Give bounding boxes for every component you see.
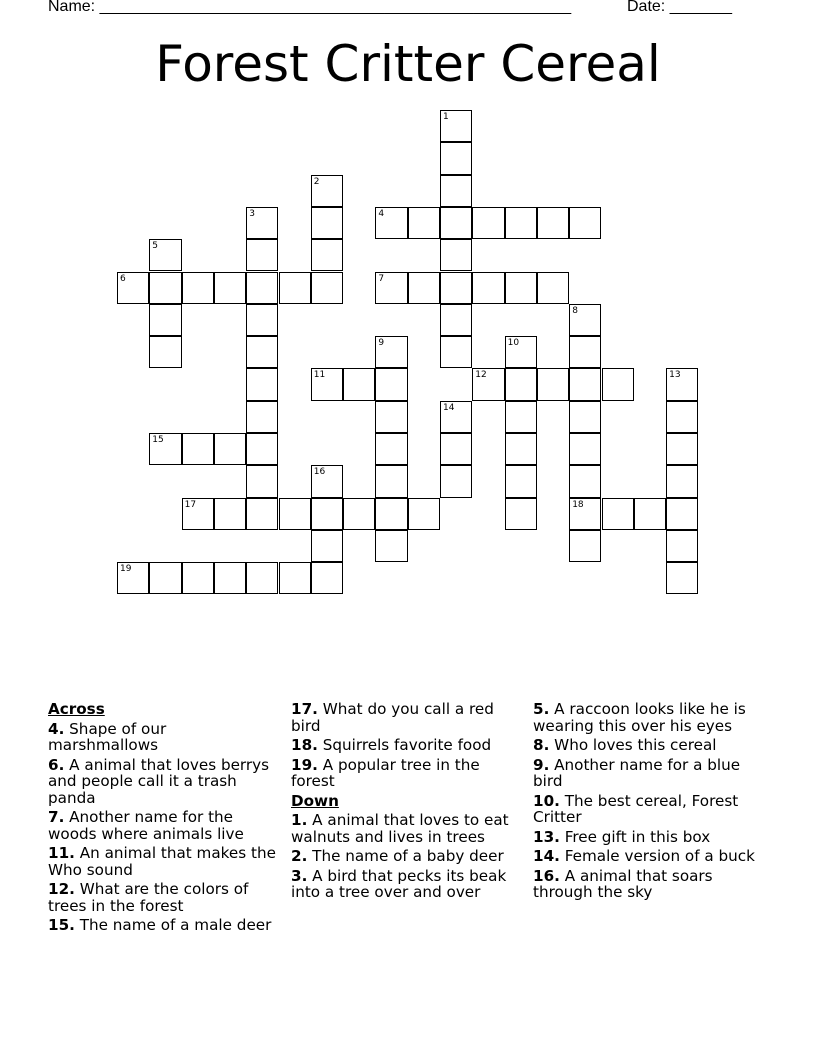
cell-number: 19 <box>120 564 132 575</box>
grid-cell[interactable] <box>440 465 472 497</box>
clue-down-10 <box>533 793 763 826</box>
clue-text: An animal that makes the Who sound <box>48 844 276 879</box>
cell-number: 12 <box>475 370 487 381</box>
grid-cell[interactable] <box>634 498 666 530</box>
grid-cell[interactable] <box>246 336 278 368</box>
clue-number: 12. <box>48 880 75 898</box>
grid-cell[interactable] <box>440 110 472 142</box>
clue-down-1 <box>291 812 521 845</box>
clue-across-18 <box>291 737 521 754</box>
clue-number: 2. <box>291 847 308 865</box>
grid-cell[interactable] <box>375 368 407 400</box>
clue-text: Another name for the woods where animals live <box>48 808 244 843</box>
clue-across-19 <box>291 757 521 790</box>
grid-cell[interactable] <box>246 272 278 304</box>
clue-number: 4. <box>48 719 65 738</box>
name-blank[interactable]: _____________________________________________________ <box>99 0 572 15</box>
grid-cell[interactable] <box>149 433 181 465</box>
clue-number: 18. <box>291 736 318 754</box>
grid-cell[interactable] <box>182 562 214 594</box>
clues-column-2 <box>291 701 521 904</box>
grid-cell[interactable] <box>246 498 278 530</box>
clue-text: A bird that pecks its beak into a tree over and over <box>291 866 507 901</box>
grid-cell[interactable] <box>246 465 278 497</box>
grid-cell[interactable] <box>472 368 504 400</box>
cell-number: 17 <box>184 499 197 510</box>
grid-cell[interactable] <box>375 498 407 530</box>
clue-text: A raccoon looks like he is wearing this over his eyes <box>533 700 746 735</box>
clue-down-3 <box>291 868 521 901</box>
cell-number: 8 <box>572 305 578 316</box>
grid-cell[interactable] <box>666 433 698 465</box>
clue-text: Another name for a blue bird <box>533 755 741 790</box>
cell-number: 13 <box>669 370 681 381</box>
grid-cell[interactable] <box>505 498 537 530</box>
clue-across-7 <box>48 809 278 842</box>
grid-cell[interactable] <box>440 401 472 433</box>
grid-cell[interactable] <box>311 562 343 594</box>
grid-cell[interactable] <box>375 272 407 304</box>
clue-text: Shape of our marshmallows <box>48 719 167 754</box>
cell-number: 16 <box>313 467 326 478</box>
clue-text: What are the colors of trees in the forest <box>48 880 249 915</box>
grid-cell[interactable] <box>569 401 601 433</box>
clue-across-4 <box>48 721 278 754</box>
grid-cell[interactable] <box>311 175 343 207</box>
clue-text: What do you call a red bird <box>291 700 494 735</box>
grid-cell[interactable] <box>569 207 601 239</box>
clue-number: 10. <box>533 791 560 810</box>
clue-across-15 <box>48 917 278 934</box>
grid-cell[interactable] <box>537 272 569 304</box>
grid-cell[interactable] <box>569 530 601 562</box>
clue-text: Free gift in this box <box>559 827 711 846</box>
grid-cell[interactable] <box>569 368 601 400</box>
grid-cell[interactable] <box>311 368 343 400</box>
clue-text: Female version of a buck <box>559 847 755 865</box>
grid-cell[interactable] <box>149 239 181 271</box>
grid-cell[interactable] <box>279 498 311 530</box>
cell-number: 4 <box>378 208 385 219</box>
cell-number: 11 <box>313 370 326 381</box>
grid-cell[interactable] <box>569 304 601 336</box>
clue-text: The name of a male deer <box>74 916 272 934</box>
grid-cell[interactable] <box>472 207 504 239</box>
grid-cell[interactable] <box>311 465 343 497</box>
grid-cell[interactable] <box>182 272 214 304</box>
grid-cell[interactable] <box>666 562 698 594</box>
clue-text: Squirrels favorite food <box>317 736 492 754</box>
clue-across-11 <box>48 845 278 878</box>
grid-cell[interactable] <box>246 304 278 336</box>
grid-cell[interactable] <box>214 433 246 465</box>
grid-cell[interactable] <box>440 175 472 207</box>
grid-cell[interactable] <box>440 304 472 336</box>
grid-cell[interactable] <box>666 465 698 497</box>
grid-cell[interactable] <box>343 368 375 400</box>
grid-cell[interactable] <box>246 562 278 594</box>
clue-text: Who loves this cereal <box>549 736 717 754</box>
clue-number: 15. <box>48 916 75 934</box>
clue-text: A animal that loves to eat walnuts and lives in trees <box>291 811 509 846</box>
grid-cell[interactable] <box>408 498 440 530</box>
grid-cell[interactable] <box>117 272 149 304</box>
clue-number: 16. <box>533 866 560 885</box>
cell-number: 6 <box>120 273 126 284</box>
grid-cell[interactable] <box>569 336 601 368</box>
grid-cell[interactable] <box>602 498 634 530</box>
grid-cell[interactable] <box>279 562 311 594</box>
grid-cell[interactable] <box>440 239 472 271</box>
clue-down-14 <box>533 848 763 865</box>
grid-cell[interactable] <box>311 272 343 304</box>
grid-cell[interactable] <box>149 304 181 336</box>
clue-down-5 <box>533 701 763 734</box>
grid-cell[interactable] <box>246 239 278 271</box>
date-blank[interactable]: _______ <box>669 0 732 15</box>
grid-cell[interactable] <box>440 207 472 239</box>
name-label: Name: <box>48 0 100 15</box>
grid-cell[interactable] <box>602 368 634 400</box>
grid-cell[interactable] <box>214 272 246 304</box>
cell-number: 1 <box>443 112 449 122</box>
clue-down-9 <box>533 757 763 790</box>
clue-number: 9. <box>533 755 550 774</box>
cell-number: 15 <box>152 435 164 445</box>
grid-cell[interactable] <box>214 562 246 594</box>
clue-text: A animal that loves berrys and people call it a trash panda <box>48 755 270 807</box>
clue-number: 6. <box>48 755 65 774</box>
clue-number: 7. <box>48 808 65 826</box>
grid-cell[interactable] <box>375 336 407 368</box>
grid-cell[interactable] <box>569 465 601 497</box>
grid-cell[interactable] <box>375 433 407 465</box>
across-heading: Across <box>48 700 105 718</box>
cell-number: 14 <box>443 402 455 413</box>
grid-cell[interactable] <box>505 401 537 433</box>
clues-column-1 <box>48 701 278 937</box>
grid-cell[interactable] <box>375 530 407 562</box>
cell-number: 9 <box>378 338 385 349</box>
grid-cell[interactable] <box>375 401 407 433</box>
grid-cell[interactable] <box>505 433 537 465</box>
clue-number: 1. <box>291 811 308 829</box>
grid-cell[interactable] <box>214 498 246 530</box>
grid-cell[interactable] <box>149 336 181 368</box>
clue-down-2 <box>291 848 521 865</box>
grid-cell[interactable] <box>440 336 472 368</box>
clue-across-17 <box>291 701 521 734</box>
grid-cell[interactable] <box>246 401 278 433</box>
clue-number: 11. <box>48 844 75 862</box>
grid-cell[interactable] <box>505 207 537 239</box>
cell-number: 2 <box>313 176 320 187</box>
clue-text: A animal that soars through the sky <box>533 866 713 901</box>
grid-cell[interactable] <box>311 239 343 271</box>
grid-cell[interactable] <box>440 433 472 465</box>
grid-cell[interactable] <box>408 272 440 304</box>
clue-down-13 <box>533 829 763 846</box>
clue-text: The name of a baby deer <box>307 847 504 865</box>
grid-cell[interactable] <box>505 465 537 497</box>
grid-cell[interactable] <box>311 530 343 562</box>
grid-cell[interactable] <box>569 433 601 465</box>
cell-number: 5 <box>152 241 159 252</box>
clue-across-12 <box>48 881 278 914</box>
grid-cell[interactable] <box>505 368 537 400</box>
grid-cell[interactable] <box>149 272 181 304</box>
grid-cell[interactable] <box>666 368 698 400</box>
grid-cell[interactable] <box>246 207 278 239</box>
grid-cell[interactable] <box>182 498 214 530</box>
grid-cell[interactable] <box>311 207 343 239</box>
grid-cell[interactable] <box>440 142 472 174</box>
grid-cell[interactable] <box>311 498 343 530</box>
clue-number: 17. <box>291 700 318 718</box>
grid-cell[interactable] <box>505 272 537 304</box>
clues-column-3 <box>533 701 763 904</box>
clue-number: 14. <box>533 847 560 865</box>
clue-number: 5. <box>533 700 550 718</box>
clue-down-8 <box>533 737 763 754</box>
clue-across-6 <box>48 757 278 807</box>
grid-cell[interactable] <box>440 272 472 304</box>
grid-cell[interactable] <box>537 368 569 400</box>
clue-text: A popular tree in the forest <box>291 755 480 790</box>
grid-cell[interactable] <box>472 272 504 304</box>
clue-number: 19. <box>291 755 318 774</box>
clue-down-16 <box>533 868 763 901</box>
clue-number: 3. <box>291 866 308 885</box>
grid-cell[interactable] <box>505 336 537 368</box>
grid-cell[interactable] <box>666 401 698 433</box>
grid-cell[interactable] <box>537 207 569 239</box>
grid-cell[interactable] <box>117 562 149 594</box>
grid-cell[interactable] <box>182 433 214 465</box>
clue-number: 8. <box>533 736 550 754</box>
grid-cell[interactable] <box>666 498 698 530</box>
grid-cell[interactable] <box>246 433 278 465</box>
down-heading: Down <box>291 791 339 810</box>
clue-number: 13. <box>533 827 560 846</box>
cell-number: 18 <box>572 499 584 510</box>
cell-number: 3 <box>249 208 255 219</box>
grid-cell[interactable] <box>149 562 181 594</box>
grid-cell[interactable] <box>375 465 407 497</box>
grid-cell[interactable] <box>343 498 375 530</box>
grid-cell[interactable] <box>666 530 698 562</box>
grid-cell[interactable] <box>279 272 311 304</box>
grid-cell[interactable] <box>569 498 601 530</box>
cell-number: 7 <box>378 273 385 284</box>
cell-number: 10 <box>507 338 520 349</box>
page-title: Forest Critter Cereal <box>155 35 661 93</box>
date-label: Date: <box>627 0 670 15</box>
grid-cell[interactable] <box>375 207 407 239</box>
grid-cell[interactable] <box>246 368 278 400</box>
clue-text: The best cereal, Forest Critter <box>533 791 739 826</box>
grid-cell[interactable] <box>408 207 440 239</box>
